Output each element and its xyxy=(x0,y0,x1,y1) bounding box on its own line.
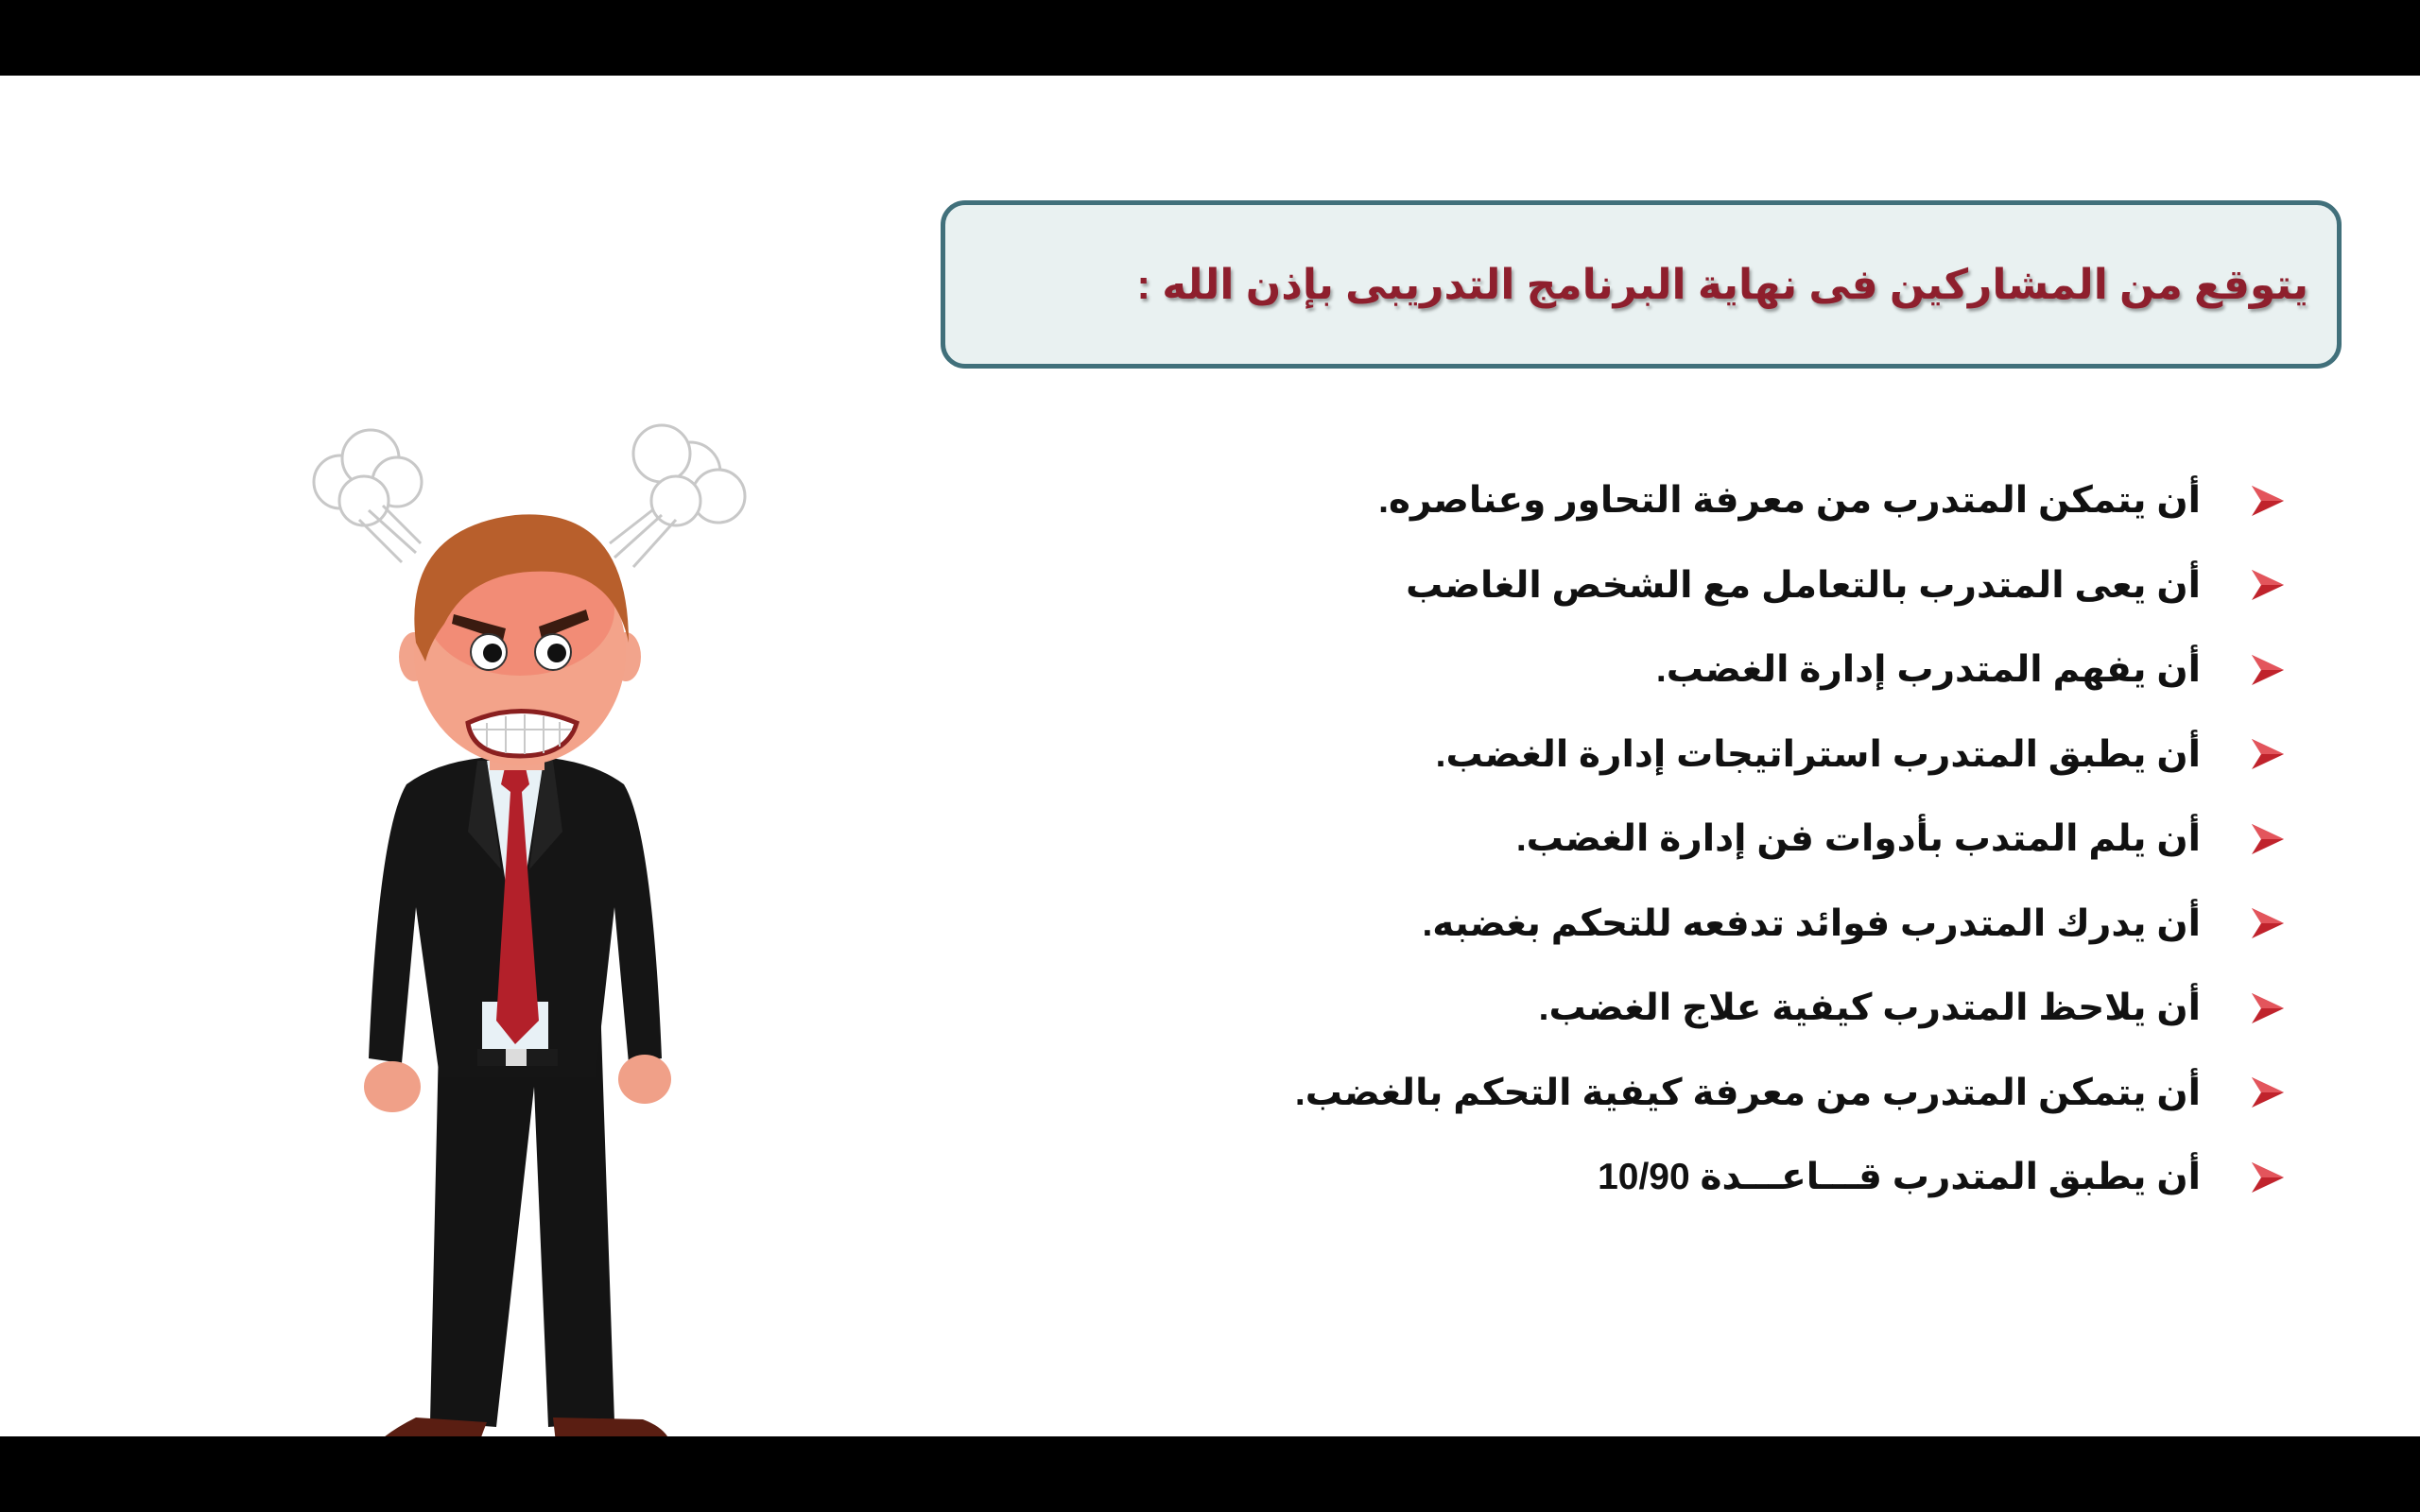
list-item-text: أن يتمكن المتدرب من معرفة التحاور وعناصره. xyxy=(1378,480,2201,522)
list-item xyxy=(1134,797,2288,882)
arrow-bullet-icon xyxy=(2246,818,2288,860)
arrow-bullet-icon xyxy=(2246,564,2288,606)
steam-puff-left-icon xyxy=(314,430,422,562)
letterbox-bottom xyxy=(0,1436,2420,1512)
title-box xyxy=(941,200,2342,369)
slide-title: يتوقع من المشاركين فى نهاية البرنامج التدريبى بإذن الله : xyxy=(1136,261,2308,308)
list-item xyxy=(1134,543,2288,628)
arrow-bullet-icon xyxy=(2246,733,2288,775)
arrow-bullet-icon xyxy=(2246,988,2288,1029)
list-item-text: أن يلم المتدب بأدوات فن إدارة الغضب. xyxy=(1515,818,2201,860)
list-item-text: أن يدرك المتدرب فوائد تدفعه للتحكم بغضبه. xyxy=(1422,902,2201,944)
arrow-bullet-icon xyxy=(2246,902,2288,944)
list-item xyxy=(1134,627,2288,713)
list-item-text: أن يطبق المتدرب قـــاعـــدة 10/90 xyxy=(1598,1157,2201,1198)
list-item-text: أن يتمكن المتدرب من معرفة كيفية التحكم بالغضب. xyxy=(1294,1072,2201,1113)
letterbox-top xyxy=(0,0,2420,76)
list-item xyxy=(1134,1135,2288,1220)
arrow-bullet-icon xyxy=(2246,480,2288,522)
objectives-list xyxy=(1134,458,2288,1220)
list-item-text: أن يلاحظ المتدرب كيفية علاج الغضب. xyxy=(1538,988,2201,1029)
slide xyxy=(0,76,2420,1436)
angry-businessman-illustration xyxy=(302,340,775,1436)
arrow-bullet-icon xyxy=(2246,1157,2288,1198)
list-item xyxy=(1134,882,2288,967)
list-item-text: أن يطبق المتدرب استراتيجات إدارة الغضب. xyxy=(1435,733,2201,775)
list-item xyxy=(1134,458,2288,543)
steam-puff-right-icon xyxy=(610,425,745,567)
list-item xyxy=(1134,1051,2288,1136)
list-item-text: أن يعى المتدرب بالتعامل مع الشخص الغاضب xyxy=(1406,564,2201,606)
list-item xyxy=(1134,713,2288,798)
arrow-bullet-icon xyxy=(2246,1072,2288,1113)
arrow-bullet-icon xyxy=(2246,649,2288,691)
list-item xyxy=(1134,966,2288,1051)
list-item-text: أن يفهم المتدرب إدارة الغضب. xyxy=(1655,649,2201,691)
